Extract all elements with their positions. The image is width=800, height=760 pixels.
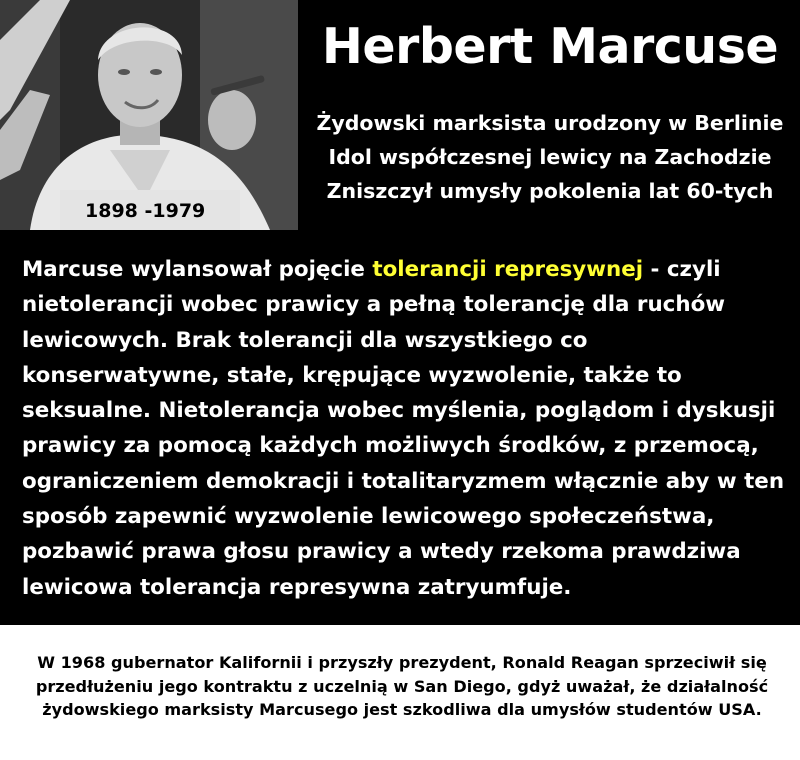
paragraph-text-before: Marcuse wylansował pojęcie [22,257,373,282]
subtitle-line: Żydowski marksista urodzony w Berlinie [316,111,784,135]
main-paragraph [22,252,792,605]
subtitle-line: Zniszczył umysły pokolenia lat 60-tych [326,179,774,203]
footer-line: W 1968 gubernator Kalifornii i przyszły prezydent, Ronald Reagan sprzeciwił się [37,653,767,672]
portrait-photo [0,0,298,230]
page-title: Herbert Marcuse [321,18,779,75]
years-label: 1898 -1979 [85,200,206,222]
paragraph-text-after: - czyli nietolerancji wobec prawicy a pełną tolerancję dla ruchów lewicowych. Brak tolerancji dla wszystkiego co konserwatywne, stałe, krępujące wyzwolenie, także to seksualne. Nietolerancja wobec myślenia, poglądom i dyskusji prawicy za pomocą każdych możliwych środków, z przemocą, ograniczeniem demokracji i totalitaryzmem włącznie aby w ten sposób zapewnić wyzwolenie lewicowego społeczeństwa, pozbawić prawa głosu prawicy a wtedy rzekoma prawdziwa lewicowa tolerancja represywna zatryumfuje. [22,257,785,600]
portrait-illustration [0,0,298,230]
footer-line: żydowskiego marksisty Marcusego jest szkodliwa dla umysłów studentów USA. [42,700,762,719]
subtitle-line: Idol współczesnej lewicy na Zachodzie [328,145,772,169]
subtitle-lines [300,106,800,208]
highlighted-term: tolerancji represywnej [372,257,644,282]
footer-line: przedłużeniu jego kontraktu z uczelnią w San Diego, gdyż uważał, że działalność [35,676,769,696]
footer-paragraph [12,651,792,722]
footer-panel [0,625,800,760]
